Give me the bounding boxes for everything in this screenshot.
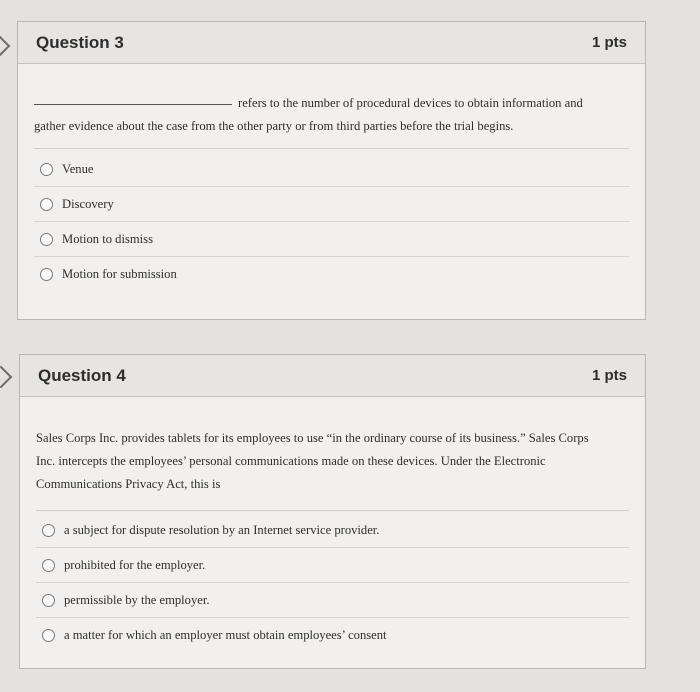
answer-label: a subject for dispute resolution by an Internet service provider.	[64, 522, 380, 537]
answer-options	[36, 513, 629, 653]
radio-button[interactable]	[40, 268, 53, 281]
question-marker-icon	[0, 35, 10, 58]
question-marker-icon	[0, 366, 12, 389]
question-title: Question 3	[36, 32, 124, 52]
question-text-segment: refers to the number of procedural devices to obtain information and	[238, 96, 583, 110]
answer-label: a matter for which an employer must obtain employees’ consent	[64, 628, 387, 642]
question-3-header	[18, 22, 645, 64]
answer-option[interactable]	[36, 583, 629, 618]
question-text-line: Communications Privacy Act, this is	[36, 477, 221, 491]
radio-button[interactable]	[42, 524, 55, 537]
answer-label: Venue	[62, 161, 94, 176]
question-4-card	[19, 354, 646, 669]
answer-option[interactable]	[36, 618, 629, 653]
radio-button[interactable]	[42, 629, 55, 642]
question-text	[34, 92, 629, 138]
answer-option[interactable]	[34, 257, 629, 292]
answer-option[interactable]	[36, 548, 629, 583]
answer-option[interactable]	[34, 222, 629, 257]
question-4-header	[20, 355, 645, 397]
answer-option[interactable]	[34, 187, 629, 222]
radio-button[interactable]	[42, 559, 55, 572]
answer-label: Motion to dismiss	[62, 231, 153, 246]
answer-option[interactable]	[34, 152, 629, 187]
question-3-card	[17, 21, 646, 320]
answer-label: Motion for submission	[62, 267, 177, 281]
question-title: Question 4	[38, 365, 126, 385]
answer-label: prohibited for the employer.	[64, 557, 206, 572]
radio-button[interactable]	[40, 198, 53, 211]
question-text-line: gather evidence about the case from the other party or from third parties before the trial begins.	[34, 119, 514, 133]
answer-label: Discovery	[62, 196, 114, 211]
answer-label: permissible by the employer.	[64, 592, 210, 607]
question-text-line: Sales Corps Inc. provides tablets for its employees to use “in the ordinary course of its business.” Sales Corps	[36, 431, 589, 445]
question-points: 1 pts	[591, 367, 627, 384]
question-points: 1 pts	[591, 34, 627, 51]
radio-button[interactable]	[40, 163, 53, 176]
question-text-line: Inc. intercepts the employees’ personal communications made on these devices. Under the Electronic	[36, 454, 546, 468]
question-4-body	[20, 427, 645, 653]
question-3-body	[18, 92, 645, 292]
divider	[36, 510, 629, 511]
fill-in-blank	[34, 103, 232, 105]
divider	[34, 148, 629, 149]
radio-button[interactable]	[42, 594, 55, 607]
answer-option[interactable]	[36, 513, 629, 548]
question-text-line	[34, 92, 629, 115]
radio-button[interactable]	[40, 233, 53, 246]
question-text	[36, 427, 629, 496]
answer-options	[34, 152, 629, 292]
